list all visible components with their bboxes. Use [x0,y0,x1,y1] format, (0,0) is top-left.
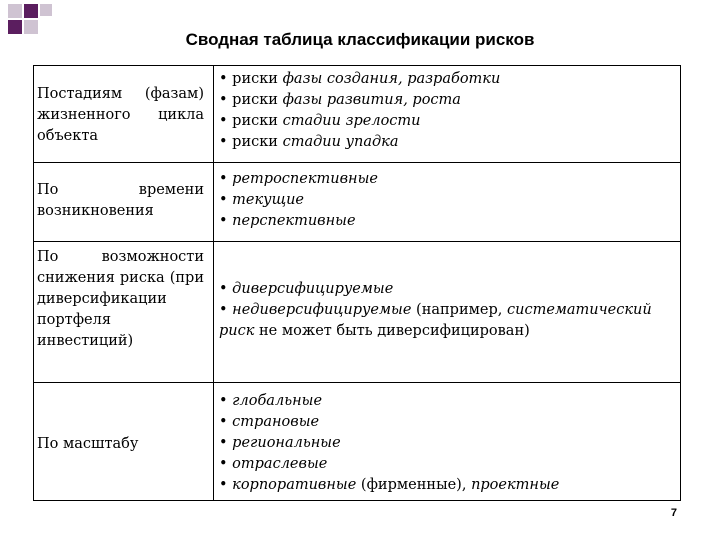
row-items [219,391,669,496]
page-number: 7 [670,507,677,519]
list-item: • риски фазы развития, роста [219,92,461,108]
row-label: По времени возникновения [37,182,204,219]
list-item: • ретроспективные [219,171,378,187]
row-items [219,69,669,153]
list-item: • перспективные [219,213,356,229]
row-label: По масштабу [37,436,139,452]
list-item: • региональные [219,435,341,451]
row-items [219,279,669,342]
slide-title: Сводная таблица классификации рисков [185,30,535,49]
list-item: • недиверсифицируемые (например, систематический [219,302,652,318]
list-item: • глобальные [219,393,323,409]
list-item: • диверсифицируемые [219,281,394,297]
row-label: Постадиям (фазам) жизненного цикла объекта [37,86,204,144]
list-item: • риски стадии упадка [219,134,399,150]
list-item: • риски стадии зрелости [219,113,421,129]
list-item: • страновые [219,414,320,430]
list-item-continuation: риск не может быть диверсифицирован) [219,323,530,339]
list-item: • риски фазы создания, разработки [219,71,501,87]
list-item: • отраслевые [219,456,328,472]
list-item: • текущие [219,192,305,208]
row-label: По возможности снижения риска (при диверсификации портфеля инвестиций) [37,249,204,349]
row-items [219,169,669,232]
list-item: • корпоративные (фирменные), проектные [219,477,560,493]
